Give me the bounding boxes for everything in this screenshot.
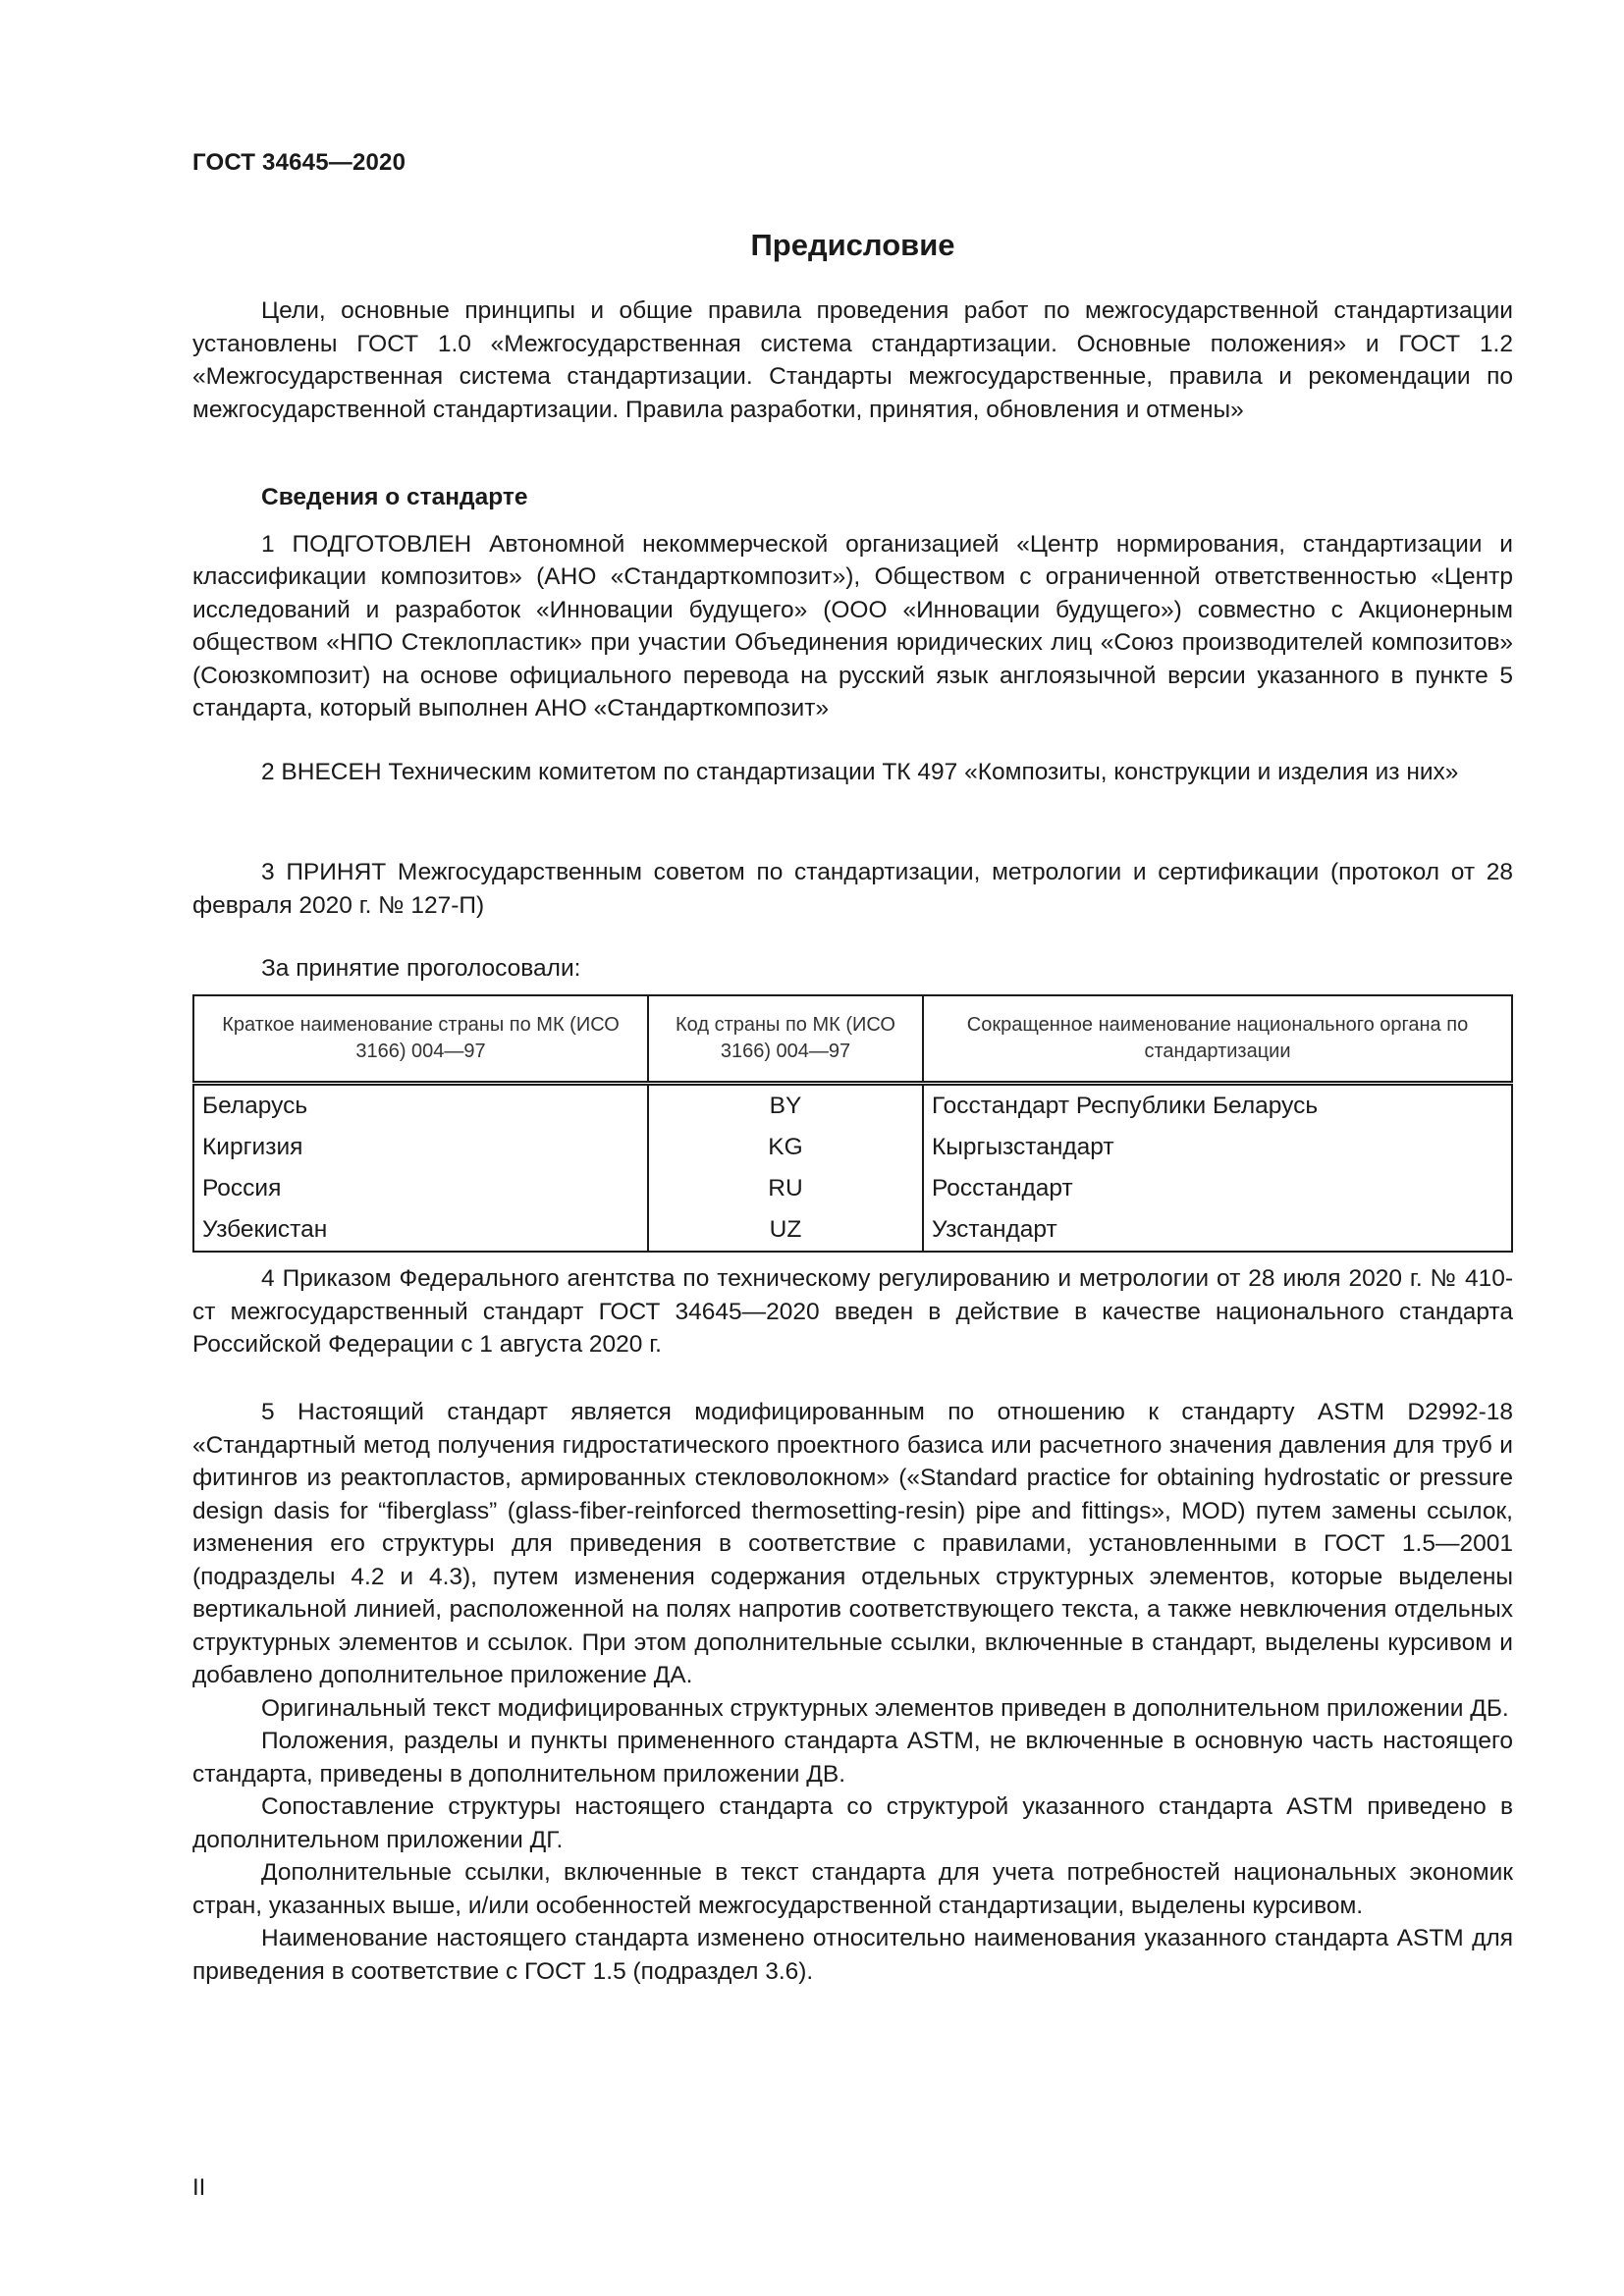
table-cell-code: BY xyxy=(648,1084,923,1128)
item-5-paragraph-original-text: Оригинальный текст модифицированных структурных элементов приведен в дополнительном приложении ДБ. xyxy=(261,1694,1509,1722)
item-5-paragraph-additional-refs: Дополнительные ссылки, включенные в текст стандарта для учета потребностей национальных экономик стран, указанных выше, и/или особенностей межгосударственной стандартизации, выделены курсивом. xyxy=(192,1859,1513,1919)
table-cell-country: Россия xyxy=(193,1168,648,1209)
table-row xyxy=(193,1127,1512,1168)
item-3-block xyxy=(192,856,1513,922)
item-4-paragraph: 4 Приказом Федерального агентства по техническому регулированию и метрологии от 28 июля 2020 г. № 410-ст межгосударственный стандарт ГОСТ 34645—2020 введен в действие в качестве национального стандарта Российской Федерации с 1 августа 2020 г. xyxy=(192,1265,1513,1358)
item-5-paragraph-provisions: Положения, разделы и пункты примененного стандарта ASTM, не включенные в основную часть настоящего стандарта, приведены в дополнительном приложении ДВ. xyxy=(192,1728,1513,1788)
page-title: Предисловие xyxy=(750,228,955,262)
table-cell-country: Беларусь xyxy=(193,1084,648,1128)
item-3-paragraph: 3 ПРИНЯТ Межгосударственным советом по стандартизации, метрологии и сертификации (протокол от 28 февраля 2020 г. № 127-П) xyxy=(192,859,1513,919)
table-row xyxy=(193,1209,1512,1252)
table-header-authority: Сокращенное наименование национального органа по стандартизации xyxy=(923,995,1512,1084)
table-cell-code: KG xyxy=(648,1127,923,1168)
table-cell-code: UZ xyxy=(648,1209,923,1252)
intro-block xyxy=(192,294,1513,426)
table-header-row xyxy=(193,995,1512,1084)
item-1-paragraph: 1 ПОДГОТОВЛЕН Автономной некоммерческой организацией «Центр нормирования, стандартизации и классификации композитов» (АНО «Стандарткомпозит»), Обществом с ограниченной ответственностью «Центр исследований и разработок «Инновации будущего» (ООО «Инновации будущего») совместно с Акционерным обществом «НПО Стеклопластик» при участии Объединения юридических лиц «Союз производителей композитов» (Союзкомпозит) на основе официального перевода на русский язык англоязычной версии указанного в пункте 5 стандарта, который выполнен АНО «Стандарткомпозит» xyxy=(192,530,1513,721)
item-2-block xyxy=(192,756,1513,789)
voted-label-block xyxy=(192,952,1513,986)
table-cell-code: RU xyxy=(648,1168,923,1209)
table-row xyxy=(193,1084,1512,1128)
item-2-paragraph: 2 ВНЕСЕН Техническим комитетом по стандартизации ТК 497 «Композиты, конструкции и изделия из них» xyxy=(261,759,1459,785)
document-header: ГОСТ 34645—2020 xyxy=(192,149,406,176)
votes-table xyxy=(192,994,1513,1253)
table-cell-country: Узбекистан xyxy=(193,1209,648,1252)
table-cell-authority: Госстандарт Республики Беларусь xyxy=(923,1084,1512,1128)
page-number: II xyxy=(192,2174,206,2201)
table-cell-authority: Узстандарт xyxy=(923,1209,1512,1252)
item-5-paragraph-comparison: Сопоставление структуры настоящего стандарта со структурой указанного стандарта ASTM приведено в дополнительном приложении ДГ. xyxy=(192,1793,1513,1853)
table-row xyxy=(193,1168,1512,1209)
table-header-country: Краткое наименование страны по МК (ИСО 3166) 004—97 xyxy=(193,995,648,1084)
table-cell-authority: Росстандарт xyxy=(923,1168,1512,1209)
item-5-paragraph-title-change: Наименование настоящего стандарта изменено относительно наименования указанного стандарта ASTM для приведения в соответствие с ГОСТ 1.5 (подраздел 3.6). xyxy=(192,1925,1513,1985)
item-5-block xyxy=(192,1396,1513,1988)
table-header-code: Код страны по МК (ИСО 3166) 004—97 xyxy=(648,995,923,1084)
standard-info-block xyxy=(192,481,1513,725)
item-5-paragraph: 5 Настоящий стандарт является модифицированным по отношению к стандарту ASTM D2992-18 «Стандартный метод получения гидростатического проектного базиса или расчетного значения давления для труб и фитингов из реактопластов, армированных стекловолокном» («Standard practice for obtaining hydrostatic or pressure design dasis for “fiberglass” (glass-fiber-reinforced thermosetting-resin) pipe and fittings», MOD) путем замены ссылок, изменения его структуры для приведения в соответствие с правилами, установленными в ГОСТ 1.5—2001 (подразделы 4.2 и 4.3), путем изменения содержания отдельных структурных элементов, которые выделены вертикальной линией, расположенной на полях напротив соответствующего текста, а также невключения отдельных структурных элементов и ссылок. При этом дополнительные ссылки, включенные в стандарт, выделены курсивом и добавлено дополнительное приложение ДА. xyxy=(192,1399,1513,1688)
table-cell-country: Киргизия xyxy=(193,1127,648,1168)
item-4-block xyxy=(192,1262,1513,1362)
voted-label: За принятие проголосовали: xyxy=(261,955,581,982)
section-heading: Сведения о стандарте xyxy=(261,484,528,510)
intro-paragraph: Цели, основные принципы и общие правила проведения работ по межгосударственной стандартизации установлены ГОСТ 1.0 «Межгосударственная система стандартизации. Основные положения» и ГОСТ 1.2 «Межгосударственная система стандартизации. Стандарты межгосударственные, правила и рекомендации по межгосударственной стандартизации. Правила разработки, принятия, обновления и отмены» xyxy=(192,297,1513,423)
table-cell-authority: Кыргызстандарт xyxy=(923,1127,1512,1168)
